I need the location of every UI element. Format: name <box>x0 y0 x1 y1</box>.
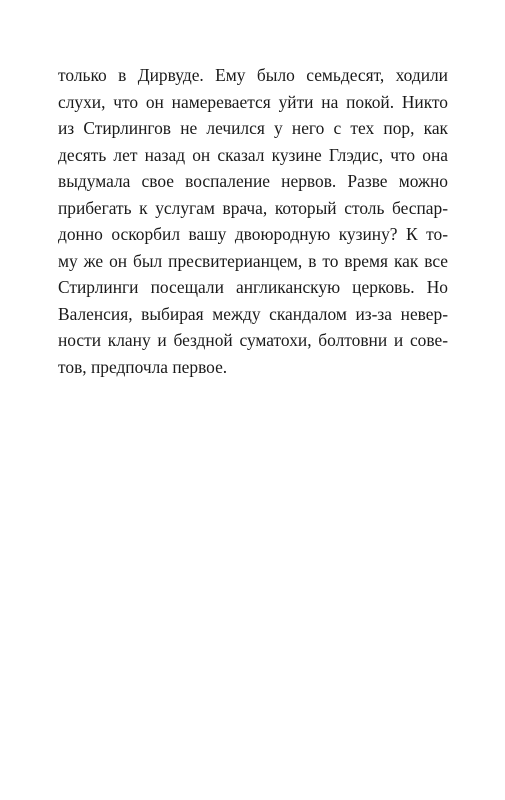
text-line: выдумала свое воспаление нервов. Разве можно <box>58 171 448 191</box>
text-line: ности клану и бездной суматохи, болтовни и сове- <box>58 330 448 350</box>
text-line: десять лет назад он сказал кузине Глэдис, что она <box>58 144 448 165</box>
text-line: из Стирлингов не лечился у него с тех пор, как <box>58 118 448 138</box>
text-line: только в Дирвуде. Ему было семьдесят, ходили <box>58 65 448 85</box>
text-line: донно оскорбил вашу двоюродную кузину? К то- <box>58 224 448 244</box>
text-line: прибегать к услугам врача, который столь беспар- <box>58 197 448 218</box>
text-line: Валенсия, выбирая между скандалом из-за невер- <box>58 303 448 324</box>
text-line: тов, предпочла первое. <box>58 356 228 377</box>
body-paragraph <box>58 62 448 380</box>
text-line: му же он был пресвитерианцем, в то время как все <box>58 250 448 271</box>
text-line: Стирлинги посещали англиканскую церковь. Но <box>58 277 448 297</box>
text-line: слухи, что он намеревается уйти на покой. Никто <box>58 91 448 112</box>
